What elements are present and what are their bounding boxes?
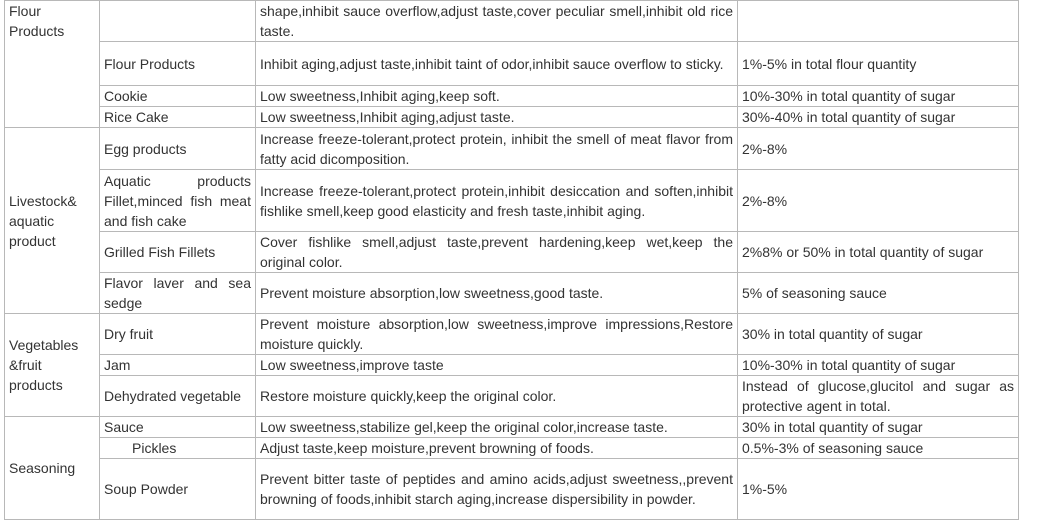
effect-cell: Cover fishlike smell,adjust taste,prevent hardening,keep wet,keep the original color. (256, 232, 738, 273)
amount-cell: 2%-8% (738, 128, 1019, 170)
product-cell: Dehydrated vegetable (100, 376, 256, 417)
effect-cell: shape,inhibit sauce overflow,adjust taste,cover peculiar smell,inhibit old rice taste. (256, 1, 738, 42)
table-row (5, 459, 1019, 520)
amount-cell: 5% of seasoning sauce (738, 273, 1019, 314)
effect-cell: Increase freeze-tolerant,protect protein,inhibit desiccation and soften,inhibit fishlike smell,keep good elasticity and fresh taste,inhibit aging. (256, 170, 738, 232)
effect-cell: Low sweetness,improve taste (256, 355, 738, 376)
table-row (5, 170, 1019, 232)
category-vegetables-fruit: Vegetables &fruit products (5, 314, 100, 417)
effect-cell: Low sweetness,Inhibit aging,adjust taste. (256, 107, 738, 128)
product-cell: Egg products (100, 128, 256, 170)
effect-cell: Increase freeze-tolerant,protect protein, inhibit the smell of meat flavor from fatty acid dicomposition. (256, 128, 738, 170)
product-cell: Dry fruit (100, 314, 256, 355)
table-row (5, 232, 1019, 273)
product-cell: Sauce (100, 417, 256, 438)
product-cell: Jam (100, 355, 256, 376)
applications-table (4, 0, 1019, 520)
product-cell: Soup Powder (100, 459, 256, 520)
product-cell: Grilled Fish Fillets (100, 232, 256, 273)
amount-cell: 30% in total quantity of sugar (738, 314, 1019, 355)
effect-cell: Adjust taste,keep moisture,prevent browning of foods. (256, 438, 738, 459)
category-seasoning: Seasoning (5, 417, 100, 520)
effect-cell: Prevent bitter taste of peptides and amino acids,adjust sweetness,,prevent browning of foods,inhibit starch aging,increase dispersibility in powder. (256, 459, 738, 520)
product-cell (100, 1, 256, 42)
product-cell: Cookie (100, 86, 256, 107)
amount-cell: 2%-8% (738, 170, 1019, 232)
table-row (5, 314, 1019, 355)
category-flour-products: Flour Products (5, 1, 100, 128)
amount-cell: 10%-30% in total quantity of sugar (738, 86, 1019, 107)
amount-cell: 1%-5% in total flour quantity (738, 42, 1019, 86)
table-row (5, 273, 1019, 314)
category-livestock-aquatic: Livestock& aquatic product (5, 128, 100, 314)
table-row (5, 376, 1019, 417)
effect-cell: Prevent moisture absorption,low sweetness,improve impressions,Restore moisture quickly. (256, 314, 738, 355)
effect-cell: Prevent moisture absorption,low sweetness,good taste. (256, 273, 738, 314)
product-cell: Aquatic products Fillet,minced fish meat and fish cake (100, 170, 256, 232)
product-cell: Flavor laver and sea sedge (100, 273, 256, 314)
amount-cell: 1%-5% (738, 459, 1019, 520)
table-row (5, 438, 1019, 459)
effect-cell: Inhibit aging,adjust taste,inhibit taint of odor,inhibit sauce overflow to sticky. (256, 42, 738, 86)
product-cell: Rice Cake (100, 107, 256, 128)
table-row (5, 417, 1019, 438)
amount-cell: 10%-30% in total quantity of sugar (738, 355, 1019, 376)
table-row (5, 355, 1019, 376)
amount-cell: 30% in total quantity of sugar (738, 417, 1019, 438)
table-row (5, 1, 1019, 42)
table-row (5, 107, 1019, 128)
product-cell: Flour Products (100, 42, 256, 86)
table-row (5, 42, 1019, 86)
amount-cell: Instead of glucose,glucitol and sugar as protective agent in total. (738, 376, 1019, 417)
product-cell: Pickles (100, 438, 256, 459)
effect-cell: Low sweetness,Inhibit aging,keep soft. (256, 86, 738, 107)
table-row (5, 86, 1019, 107)
table-row (5, 128, 1019, 170)
amount-cell: 30%-40% in total quantity of sugar (738, 107, 1019, 128)
effect-cell: Low sweetness,stabilize gel,keep the original color,increase taste. (256, 417, 738, 438)
effect-cell: Restore moisture quickly,keep the original color. (256, 376, 738, 417)
amount-cell (738, 1, 1019, 42)
amount-cell: 2%8% or 50% in total quantity of sugar (738, 232, 1019, 273)
amount-cell: 0.5%-3% of seasoning sauce (738, 438, 1019, 459)
